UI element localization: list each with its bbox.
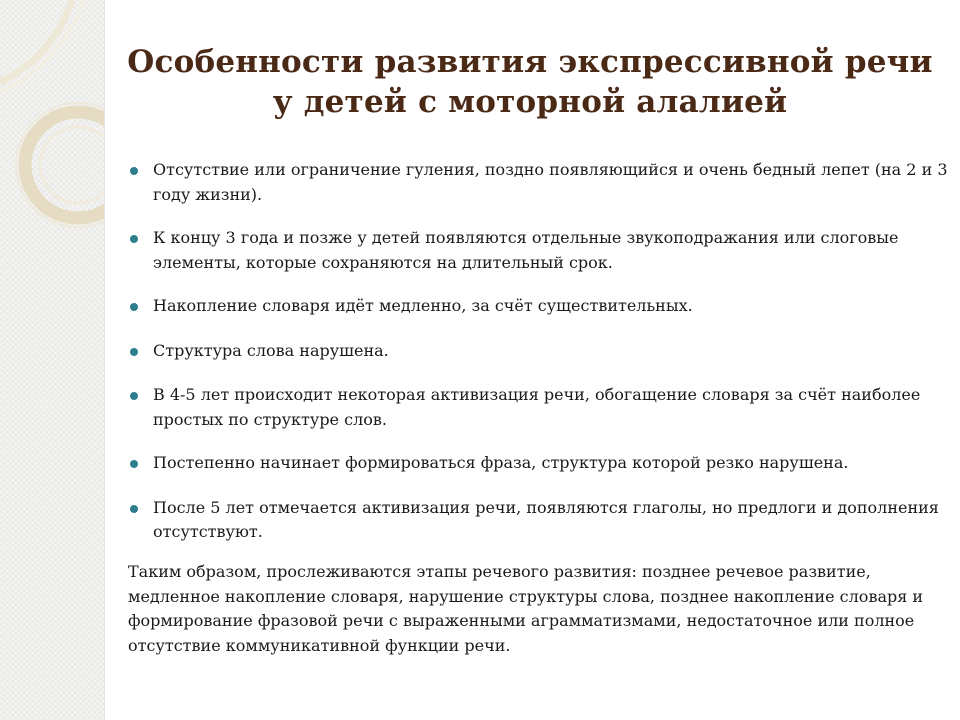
side-panel-edge [104, 0, 105, 720]
ring-ornament-icon [0, 0, 105, 260]
bullet-icon [130, 167, 138, 175]
bullet-icon [130, 505, 138, 513]
bullet-item [128, 294, 948, 319]
bullet-item [128, 383, 948, 432]
slide-title-line-1: Особенности развития экспрессивной речи [127, 44, 933, 80]
bullet-icon [130, 392, 138, 400]
bullet-list [128, 158, 948, 564]
bullet-text: К концу 3 года и позже у детей появляются отдельные звукоподражания или слоговые элементы, которые сохраняются на длительный срок. [153, 228, 899, 272]
bullet-icon [130, 303, 138, 311]
bullet-item [128, 451, 948, 476]
bullet-icon [130, 235, 138, 243]
bullet-text: Постепенно начинает формироваться фраза, структура которой резко нарушена. [153, 453, 849, 472]
bullet-icon [130, 348, 138, 356]
slide-title [120, 42, 940, 122]
bullet-item [128, 226, 948, 275]
bullet-text: Отсутствие или ограничение гуления, поздно появляющийся и очень бедный лепет (на 2 и 3 году жизни). [153, 160, 948, 204]
decorative-side-panel [0, 0, 105, 720]
bullet-text: Структура слова нарушена. [153, 340, 389, 360]
bullet-text: Накопление словаря идёт медленно, за счёт существительных. [153, 296, 693, 315]
bullet-item [128, 158, 948, 207]
bullet-icon [130, 460, 138, 468]
slide-title-line-2: у детей с моторной алалией [272, 84, 788, 120]
bullet-text: После 5 лет отмечается активизация речи, появляются глаголы, но предлоги и дополнения отсутствуют. [153, 497, 939, 541]
bullet-item [128, 496, 948, 545]
summary-paragraph: Таким образом, прослеживаются этапы речевого развития: позднее речевое развитие, медленное накопление словаря, нарушение структуры слова, позднее накопление словаря и формирование фразовой речи с выраженными аграмматизмами, недостаточное или полное отсутствие коммуникативной функции речи. [128, 562, 924, 655]
bullet-text: В 4-5 лет происходит некоторая активизация речи, обогащение словаря за счёт наиболее простых по структуре слов. [153, 385, 921, 429]
bullet-item [128, 339, 948, 364]
